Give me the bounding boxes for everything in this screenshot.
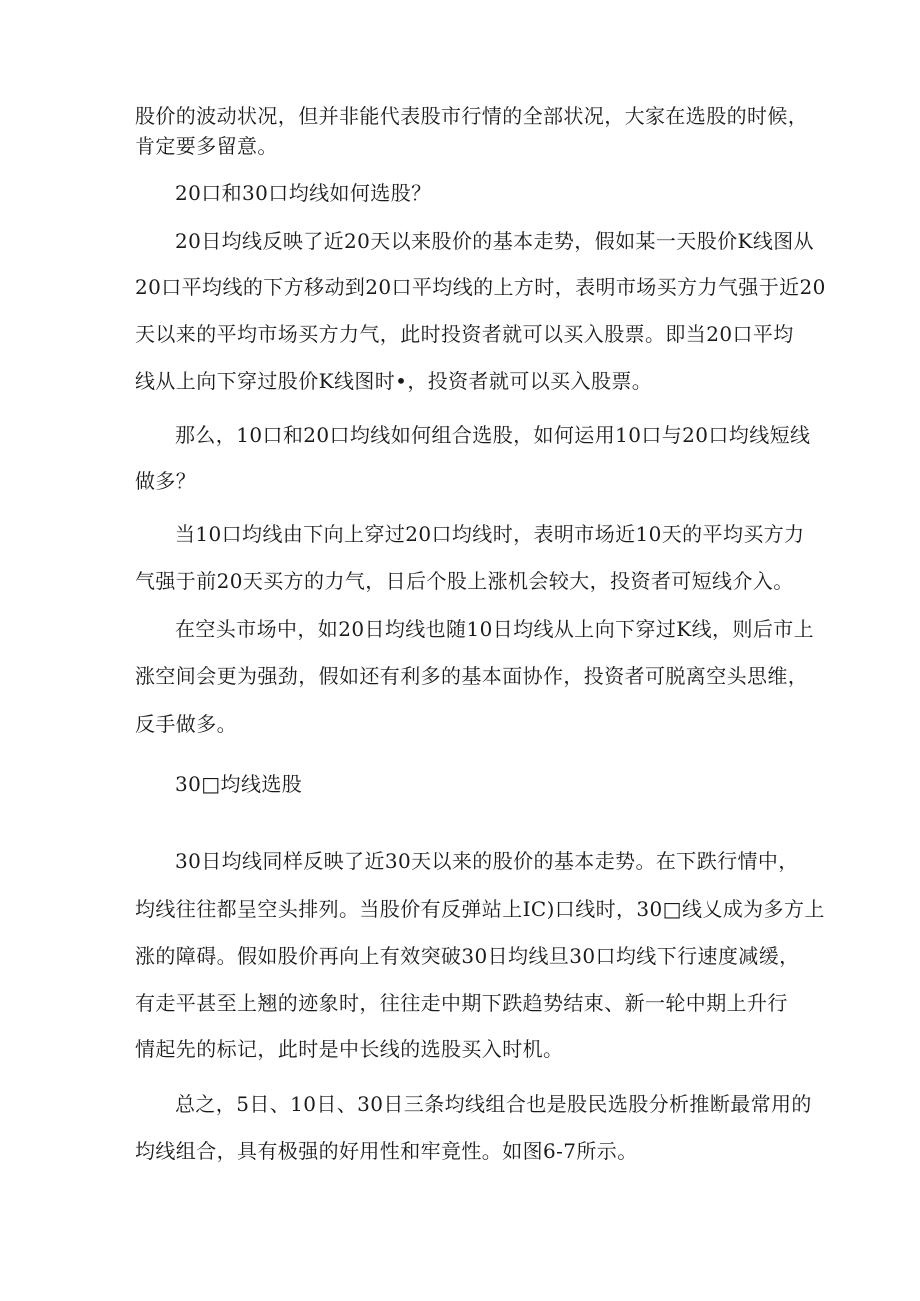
text-line: 涨空间会更为强劲，假如还有利多的基本面协作，投资者可脱离空头思维， bbox=[135, 664, 809, 688]
text-line: 当10口均线由下向上穿过20口均线时，表明市场近10天的平均买方力 bbox=[175, 522, 805, 546]
text-line: 有走平甚至上翘的迹象时，往往走中期下跌趋势结束、新一轮中期上升行 bbox=[135, 991, 788, 1015]
text-line: 股价的波动状况，但并非能代表股市行情的全部状况，大家在选股的时候， bbox=[135, 104, 809, 128]
text-line: 反手做多。 bbox=[135, 712, 237, 736]
text-line: 20口平均线的下方移动到20口平均线的上方时，表明市场买方力气强于近20 bbox=[135, 275, 826, 299]
text-line: 气强于前20天买方的力气，日后个股上涨机会较大，投资者可短线介入。 bbox=[135, 569, 794, 593]
text-line: 总之，5日、10日、30日三条均线组合也是股民选股分析推断最常用的 bbox=[175, 1092, 812, 1116]
text-line: 涨的障碍。假如股价再向上有效突破30日均线旦30口均线下行速度减缓， bbox=[135, 944, 800, 968]
section-heading: 20口和30口均线如何选股？ bbox=[175, 181, 432, 205]
text-line: 天以来的平均市场买方力气，此时投资者就可以买入股票。即当20口平均 bbox=[135, 322, 794, 346]
text-line: 均线组合，具有极强的好用性和牢竟性。如图6-7所示。 bbox=[135, 1139, 638, 1163]
text-line: 线从上向下穿过股价K线图时•，投资者就可以买入股票。 bbox=[135, 369, 653, 393]
text-line: 20日均线反映了近20天以来股价的基本走势，假如某一天股价K线图从 bbox=[175, 229, 815, 253]
text-line: 肯定要多留意。 bbox=[135, 134, 278, 158]
text-line: 那么，10口和20口均线如何组合选股，如何运用10口与20口均线短线 bbox=[175, 423, 811, 447]
text-line: 30日均线同样反映了近30天以来的股价的基本走势。在下跌行情中， bbox=[175, 849, 799, 873]
text-line: 情起先的标记，此时是中长线的选股买入时机。 bbox=[135, 1037, 564, 1061]
text-line: 均线往往都呈空头排列。当股价有反弹站上IC)口线时，30□线乂成为多方上 bbox=[135, 897, 825, 921]
text-line: 在空头市场中，如20日均线也随10日均线从上向下穿过K线，则后市上 bbox=[175, 617, 815, 641]
text-line: 做多？ bbox=[135, 469, 197, 493]
section-heading: 30□均线选股 bbox=[175, 772, 303, 796]
